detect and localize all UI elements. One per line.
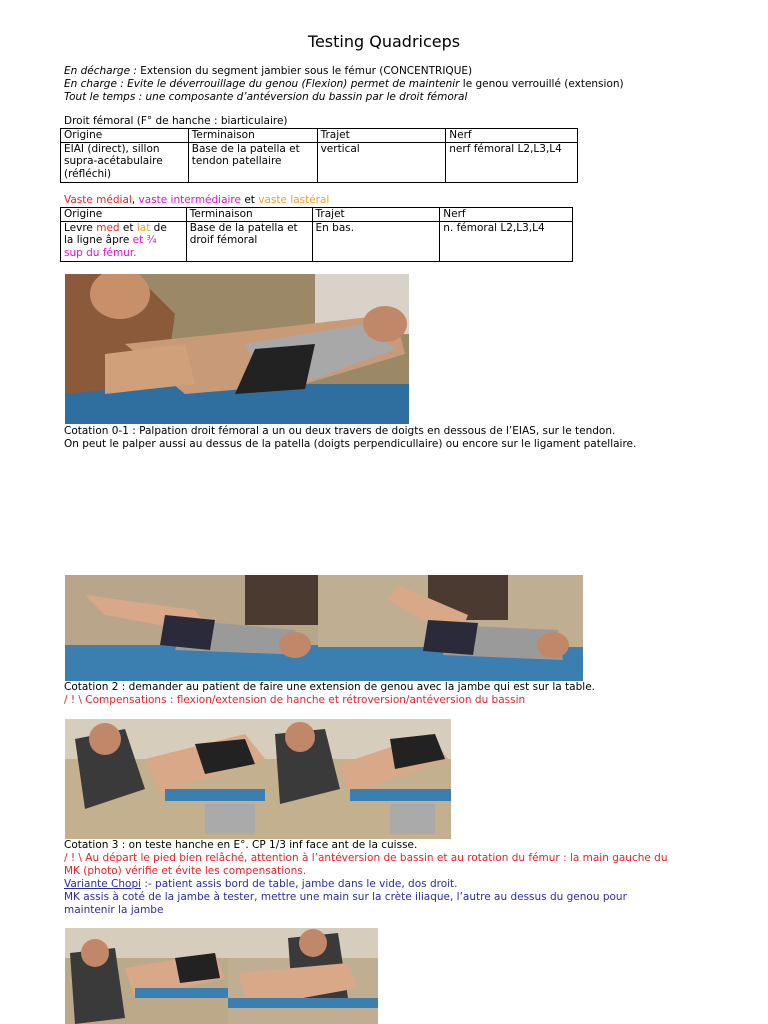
- cell-terminaison: [186, 221, 312, 261]
- header-origine: Origine: [61, 208, 187, 222]
- header-nerf: Nerf: [446, 129, 578, 143]
- cell-line: EIAI (direct), sillon: [64, 142, 160, 155]
- photo-chopi-a: [65, 928, 228, 1024]
- table-vastes: [60, 207, 573, 262]
- table1-caption: Droit fémoral (F° de hanche : biarticulaire): [64, 115, 288, 127]
- caption-vaste-intermediaire: vaste intermédiaire: [138, 194, 241, 206]
- header-nerf: Nerf: [440, 208, 573, 222]
- photo-cotation3-b: [270, 719, 451, 839]
- header-origine: Origine: [61, 129, 189, 143]
- text-trois-quarts: et ¾: [132, 234, 157, 246]
- text-fragment: la ligne âpre: [64, 234, 133, 246]
- cotation-3-warning-2: MK (photo) vérifie et évite les compensations.: [64, 865, 307, 877]
- table-header-row: [61, 208, 573, 222]
- cotation-01-line-2: On peut le palper aussi au dessus de la patella (doigts perpendicullaire) ou encore sur le ligament patellaire.: [64, 438, 637, 450]
- intro-label-decharge: En décharge :: [64, 65, 137, 77]
- intro-line-2: [64, 78, 624, 91]
- variante-chopi-line-2: MK assis à coté de la jambe à tester, mettre une main sur la crète iliaque, l’autre au dessus du genou pour: [64, 891, 627, 903]
- cell-terminaison: [188, 142, 317, 182]
- cotation-01-line-1: Cotation 0-1 : Palpation droit fémoral a un ou deux travers de doigts en dessous de l’EIAS, sur le tendon.: [64, 425, 616, 437]
- cell-trajet: En bas.: [312, 221, 440, 261]
- intro-text-decharge: Extension du segment jambier sous le fémur (CONCENTRIQUE): [136, 65, 473, 77]
- cell-line: sup du fémur.: [64, 246, 137, 259]
- cell-line: [64, 222, 183, 235]
- cell-line: Base de la patella et: [191, 142, 300, 155]
- cell-line: tendon patellaire: [191, 155, 282, 167]
- cell-line: supra-acétabulaire: [64, 155, 163, 167]
- text-fragment: et: [119, 221, 137, 234]
- cell-origine: [61, 142, 189, 182]
- cell-nerf: n. fémoral L2,L3,L4: [440, 221, 573, 261]
- variante-chopi-line: [64, 878, 458, 891]
- photo-palpation: [65, 274, 409, 424]
- cell-nerf: nerf fémoral L2,L3,L4: [446, 142, 578, 182]
- cell-line: Base de la patella et: [189, 221, 298, 234]
- header-terminaison: Terminaison: [186, 208, 312, 222]
- cell-origine: [61, 221, 187, 261]
- table-header-row: [61, 129, 578, 143]
- page-title: Testing Quadriceps: [307, 32, 461, 51]
- cotation-3-line-1: Cotation 3 : on teste hanche en E°. CP 1/3 inf face ant de la cuisse.: [64, 839, 418, 851]
- cell-trajet: vertical: [317, 142, 446, 182]
- photo-chopi-b: [228, 928, 378, 1024]
- intro-label-charge: En charge : Evite le déverrouillage du genou (Flexion) permet de maintenir: [64, 78, 460, 90]
- cotation-2-line-1: Cotation 2 : demander au patient de faire une extension de genou avec la jambe qui est sur la table.: [64, 681, 595, 693]
- header-trajet: Trajet: [317, 129, 446, 143]
- caption-sep: et: [240, 194, 259, 206]
- table-row: [61, 221, 573, 261]
- cell-line: [64, 234, 183, 247]
- table-droit-femoral: [60, 128, 578, 183]
- photo-cotation3-a: [65, 719, 270, 839]
- variante-chopi-text: :- patient assis bord de table, jambe dans le vide, dos droit.: [141, 878, 458, 890]
- caption-vaste-medial: Vaste médial: [64, 194, 132, 206]
- table2-caption: [64, 194, 329, 207]
- cotation-3-warning-1: / ! \ Au départ le pied bien relâché, attention à l’antéversion de bassin et au rotation du fémur : la main gauche du: [64, 852, 668, 864]
- variante-chopi-link[interactable]: Variante Chopi: [64, 878, 142, 890]
- cell-line: (réfléchi): [64, 167, 112, 180]
- intro-line-1: [64, 65, 472, 78]
- text-fragment: Levre: [64, 221, 97, 234]
- text-fragment: de: [150, 221, 167, 234]
- intro-text-charge: le genou verrouillé (extension): [459, 78, 624, 90]
- header-terminaison: Terminaison: [188, 129, 317, 143]
- cotation-2-warning: / ! \ Compensations : flexion/extension de hanche et rétroversion/antéversion du bassin: [64, 694, 526, 706]
- caption-vaste-lateral: vaste lastéral: [258, 194, 330, 206]
- photo-cotation2-a: [65, 575, 318, 681]
- variante-chopi-line-3: maintenir la jambe: [64, 904, 164, 916]
- caption-sep: ,: [131, 194, 139, 206]
- text-med: med: [96, 221, 120, 234]
- cell-line: droif fémoral: [189, 234, 258, 246]
- intro-line-3: Tout le temps : une composante d’antéversion du bassin par le droit fémoral: [64, 91, 468, 103]
- photo-cotation2-b: [318, 575, 583, 681]
- text-lat: lat: [136, 221, 151, 234]
- table-row: [61, 142, 578, 182]
- header-trajet: Trajet: [312, 208, 440, 222]
